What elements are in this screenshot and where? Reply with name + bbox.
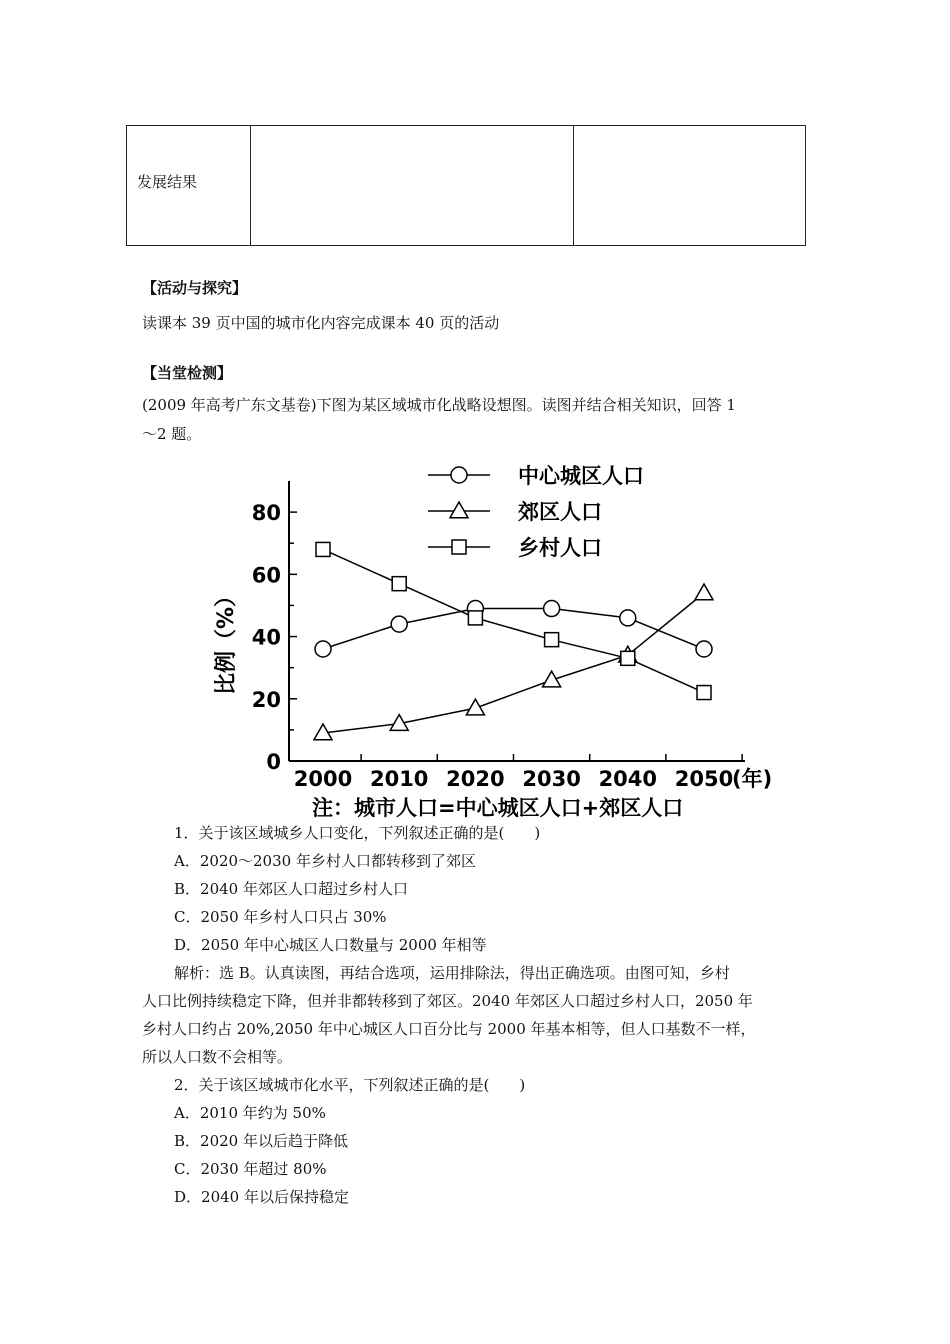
y-axis-label: 比例（%） [214,584,239,696]
q1-option-d: D．2050 年中心城区人口数量与 2000 年相等 [174,936,487,954]
q1-analysis-line2: 人口比例持续稳定下降，但并非都转移到了郊区。2040 年郊区人口超过乡村人口，2050 年 [142,992,753,1010]
chart-axes [252,481,772,791]
q1-stem: 1．关于该区域城乡人口变化，下列叙述正确的是( ) [174,824,541,842]
y-tick-label: 80 [251,501,281,526]
data-point-circle [620,610,636,626]
q1-analysis-line3: 乡村人口约占 20%,2050 年中心城区人口百分比与 2000 年基本相等，但人口基数不一样， [142,1020,756,1038]
data-point-square [392,577,406,591]
data-point-triangle [466,699,484,715]
q1-option-a: A．2020～2030 年乡村人口都转移到了郊区 [174,852,476,870]
chart-series [314,542,713,739]
data-point-square [545,633,559,647]
data-point-circle [391,616,407,632]
y-tick-label: 20 [251,687,281,712]
data-point-circle [315,641,331,657]
data-point-square [697,686,711,700]
test-title: 【当堂检测】 [142,364,233,382]
legend-label: 中心城区人口 [518,464,644,488]
x-tick-label: 2010 [369,767,429,791]
legend-marker-circle [451,467,467,483]
table-divider-1 [250,126,251,245]
data-point-triangle [695,584,713,600]
activity-text: 读课本 39 页中国的城市化内容完成课本 40 页的活动 [142,314,500,332]
chart-legend [428,464,644,560]
legend-marker-square [452,540,466,554]
q2-stem: 2．关于该区域城市化水平，下列叙述正确的是( ) [174,1076,526,1094]
x-tick-label: 2020 [446,767,505,791]
chart-svg [200,455,800,825]
q2-option-d: D．2040 年以后保持稳定 [174,1188,349,1206]
result-table [126,125,806,246]
table-row-label: 发展结果 [137,173,198,191]
activity-title: 【活动与探究】 [142,279,248,297]
x-tick-label: 2040 [598,767,658,791]
q2-option-a: A．2010 年约为 50% [174,1104,326,1122]
series-line-triangle [323,593,704,733]
legend-marker-triangle [450,502,468,518]
data-point-square [621,651,635,665]
table-divider-2 [573,126,574,245]
test-intro-line2: ～2 题。 [142,425,202,443]
test-intro-line1: (2009 年高考广东文基卷)下图为某区域城市化战略设想图。读图并结合相关知识，回答 1 [142,396,736,414]
y-tick-label: 0 [266,750,281,774]
q2-option-b: B．2020 年以后趋于降低 [174,1132,348,1150]
data-point-triangle [543,671,561,687]
y-tick-label: 40 [251,625,281,650]
q1-analysis-line4: 所以人口数不会相等。 [142,1048,293,1066]
legend-label: 郊区人口 [518,500,602,524]
q1-option-c: C．2050 年乡村人口只占 30% [174,908,387,926]
data-point-square [468,611,482,625]
data-point-square [316,542,330,556]
q1-option-b: B．2040 年郊区人口超过乡村人口 [174,880,408,898]
x-tick-label: 2050 [674,767,734,791]
q1-analysis-line1: 解析：选 B。认真读图，再结合选项，运用排除法，得出正确选项。由图可知，乡村 [174,964,730,982]
x-tick-label: 2000 [293,767,353,791]
x-tick-label: 2030 [522,767,581,791]
chart-note: 注：城市人口=中心城区人口+郊区人口 [312,796,684,820]
series-line-square [323,549,704,692]
population-chart [200,455,800,825]
y-tick-label: 60 [251,563,281,588]
legend-label: 乡村人口 [518,536,602,560]
data-point-circle [544,601,560,617]
x-axis-unit: (年) [732,767,773,791]
q2-option-c: C．2030 年超过 80% [174,1160,327,1178]
data-point-circle [696,641,712,657]
